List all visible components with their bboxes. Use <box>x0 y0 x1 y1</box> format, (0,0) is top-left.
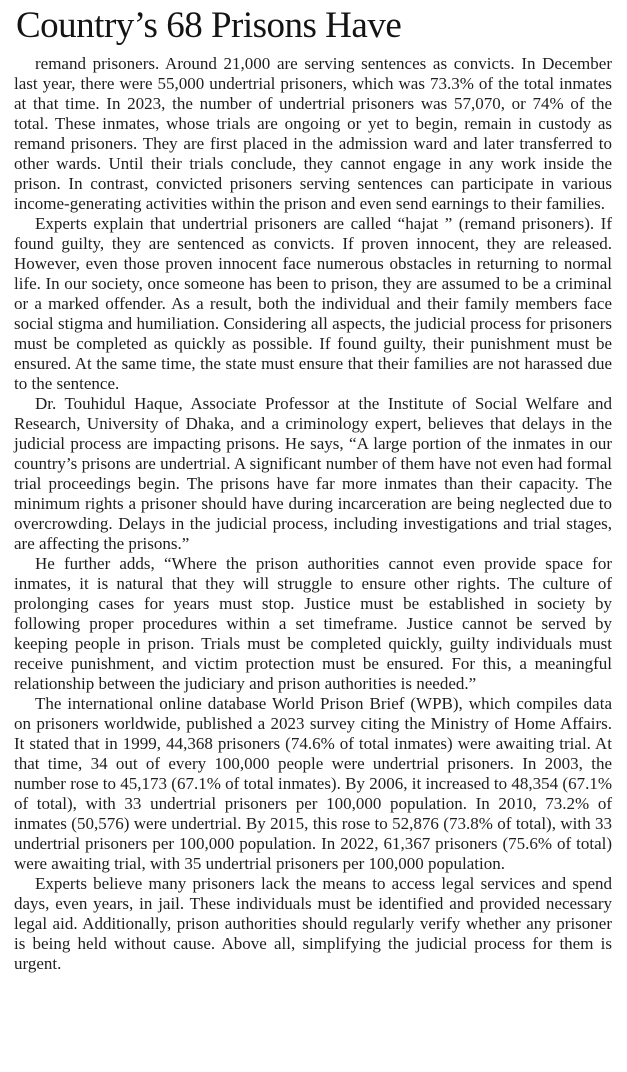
article-body <box>14 54 612 974</box>
paragraph-wpb-survey-data: The international online database World Prison Brief (WPB), which compiles data on prisoners worldwide, published a 2023 survey citing the Ministry of Home Affairs. It stated that in 1999, 44,368 prisoners (74.6% of total inmates) were awaiting trial. At that time, 34 out of every 100,000 people were undertrial prisoners. In 2003, the number rose to 45,173 (67.1% of total inmates). By 2006, it increased to 48,354 (67.1% of total), with 33 undertrial prisoners per 100,000 population. In 2010, 73.2% of inmates (50,576) were undertrial. By 2015, this rose to 52,876 (73.8% of total), with 33 undertrial prisoners per 100,000 population. In 2022, 61,367 prisoners (75.6% of total) were awaiting trial, with 35 undertrial prisoners per 100,000 population. <box>14 694 612 873</box>
article-headline: Country’s 68 Prisons Have <box>16 5 402 46</box>
paragraph-conclusion-legal-aid: Experts believe many prisoners lack the means to access legal services and spend days, even years, in jail. These individuals must be identified and provided necessary legal aid. Additionally, prison authorities should regularly verify whether any prisoner is being held without cause. Above all, simplifying the judicial process for them is urgent. <box>14 874 612 973</box>
paragraph-touhidul-haque-quote: Dr. Touhidul Haque, Associate Professor at the Institute of Social Welfare and Research, University of Dhaka, and a criminology expert, believes that delays in the judicial process are impacting prisons. He says, “A large portion of the inmates in our country’s prisons are undertrial. A significant number of them have not even had formal trial proceedings begin. The prisons have far more inmates than their capacity. The minimum rights a prisoner should have during incarceration are being neglected due to overcrowding. Delays in the judicial process, including investigations and trial stages, are affecting the prisons.” <box>14 394 612 553</box>
paragraph-further-adds-quote: He further adds, “Where the prison authorities cannot even provide space for inmates, it is natural that they will struggle to ensure other rights. The culture of prolonging cases for years must stop. Justice must be established in society by following proper procedures within a set timeframe. Justice cannot be served by keeping people in prison. Trials must be completed quickly, guilty individuals must receive punishment, and victim protection must be ensured. For this, a meaningful relationship between the judiciary and prison authorities is needed.” <box>14 554 612 693</box>
paragraph-experts-hajat: Experts explain that undertrial prisoners are called “hajat ” (remand prisoners). If found guilty, they are sentenced as convicts. If proven innocent, they are released. However, even those proven innocent face numerous obstacles in returning to normal life. In our society, once someone has been to prison, they are assumed to be a criminal or a marked offender. As a result, both the individual and their family members face social stigma and humiliation. Considering all aspects, the judicial process for prisoners must be completed as quickly as possible. If found guilty, their punishment must be ensured. At the same time, the state must ensure that their families are not harassed due to the sentence. <box>14 214 612 393</box>
paragraph-intro-stats: remand prisoners. Around 21,000 are serving sentences as convicts. In December last year, there were 55,000 undertrial prisoners, which was 73.3% of the total inmates at that time. In 2023, the number of undertrial prisoners was 57,070, or 74% of the total. These inmates, whose trials are ongoing or yet to begin, remain in custody as remand prisoners. They are first placed in the admission ward and later transferred to other wards. Until their trials conclude, they cannot engage in any work inside the prison. In contrast, convicted prisoners serving sentences can participate in various income-generating activities within the prison and even send earnings to their families. <box>14 54 612 213</box>
